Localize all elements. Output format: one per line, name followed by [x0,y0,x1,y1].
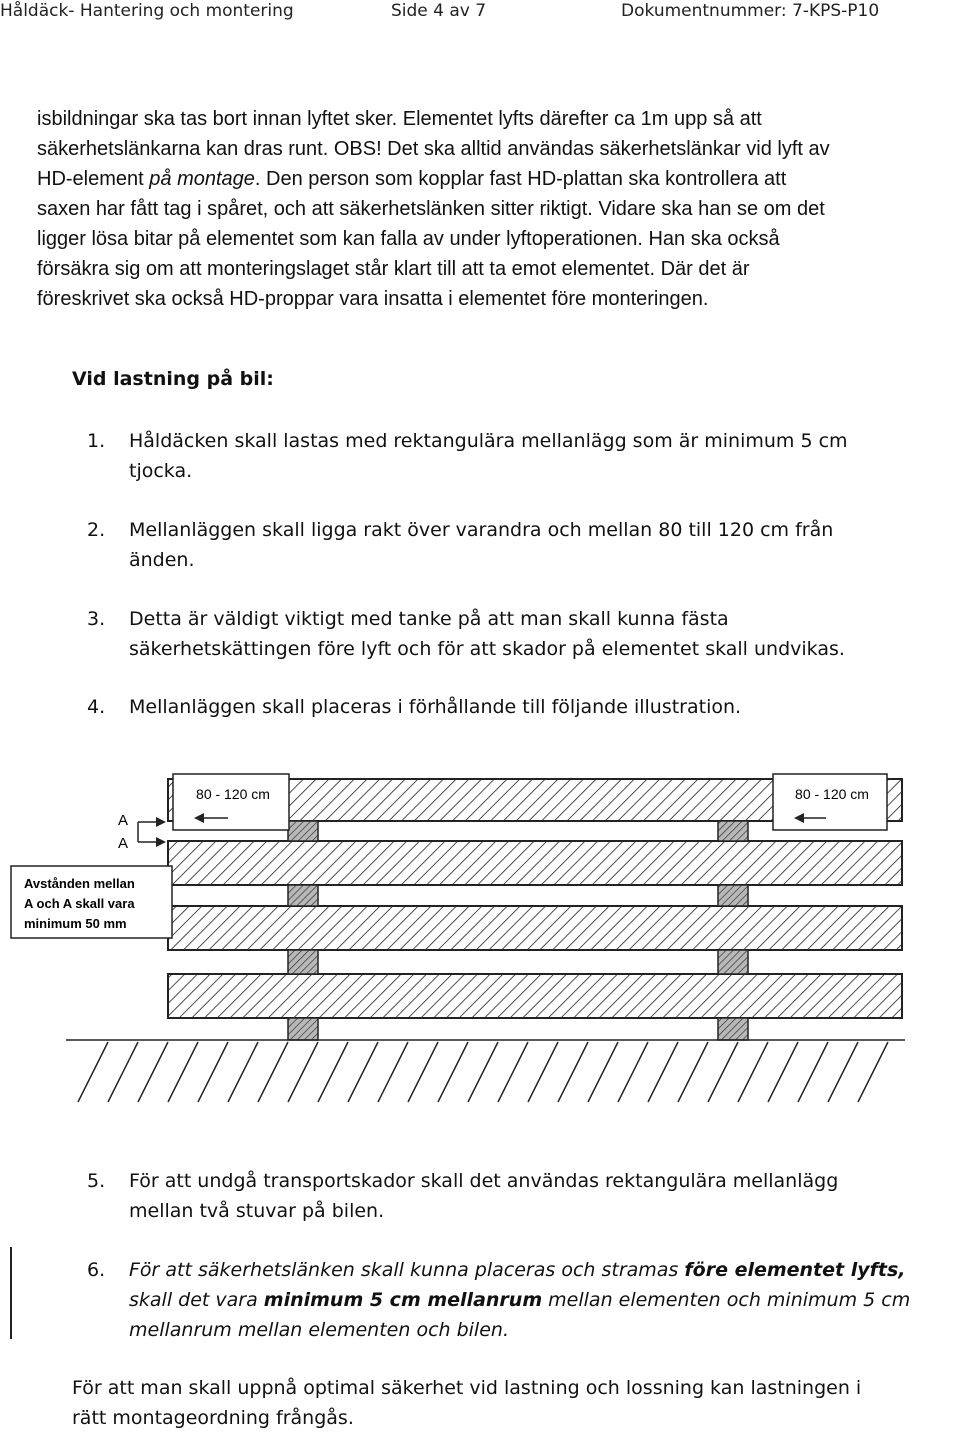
intro-line: säkerhetslänkarna kan dras runt. OBS! Det ska alltid användas säkerhetslänkar vid lyft av [37,138,830,160]
marker-a-bottom: A [118,835,129,852]
svg-text:minimum 50 mm: minimum 50 mm [24,916,127,931]
intro-line: isbildningar ska tas bort innan lyftet sker. Elementet lyfts därefter ca 1m upp så att [37,108,762,130]
spacer [288,885,318,906]
svg-text:Avstånden mellan: Avstånden mellan [24,876,135,891]
change-bar [10,1247,12,1339]
dimension-label-right: 80 - 120 cm [795,786,869,802]
document-number: Dokumentnummer: 7-KPS-P10 [621,1,880,21]
ground [66,1040,905,1102]
intro-line: ligger lösa bitar på elementet som kan falla av under lyftoperationen. Han ska också [37,228,780,250]
intro-line: saxen har fått tag i spåret, och att säkerhetslänken sitter riktigt. Vidare ska han se om det [37,198,825,220]
intro-line: försäkra sig om att monteringslaget står klart till att ta emot elementet. Där det är [37,258,750,280]
closing-paragraph: För att man skall uppnå optimal säkerhet vid lastning och lossning kan lastningen i rätt montageordning frångås. [72,1377,862,1429]
dimension-box-left [173,774,289,830]
marker-a-top: A [118,812,129,829]
spacer [718,821,748,841]
section-heading: Vid lastning på bil: [72,368,274,390]
spacer [718,950,748,974]
dimension-box-right [773,774,887,830]
spacer [718,885,748,906]
document-title: Håldäck- Hantering och montering [0,1,294,21]
dimension-label-left: 80 - 120 cm [196,786,270,802]
spacer [288,1018,318,1040]
distance-note-box [11,866,172,938]
spacer [288,950,318,974]
intro-paragraph [37,104,937,314]
slab [168,841,902,885]
intro-line: föreskrivet ska också HD-proppar vara insatta i elementet före monteringen. [37,288,709,310]
page-number: Side 4 av 7 [391,1,487,21]
svg-text:A och A skall vara: A och A skall vara [24,896,135,911]
stacking-illustration [0,760,960,1110]
spacer [288,821,318,841]
slab [168,906,902,950]
slab [168,974,902,1018]
spacer [718,1018,748,1040]
intro-line: HD-element på montage. Den person som kopplar fast HD-plattan ska kontrollera att [37,168,787,190]
page-header [0,0,960,24]
